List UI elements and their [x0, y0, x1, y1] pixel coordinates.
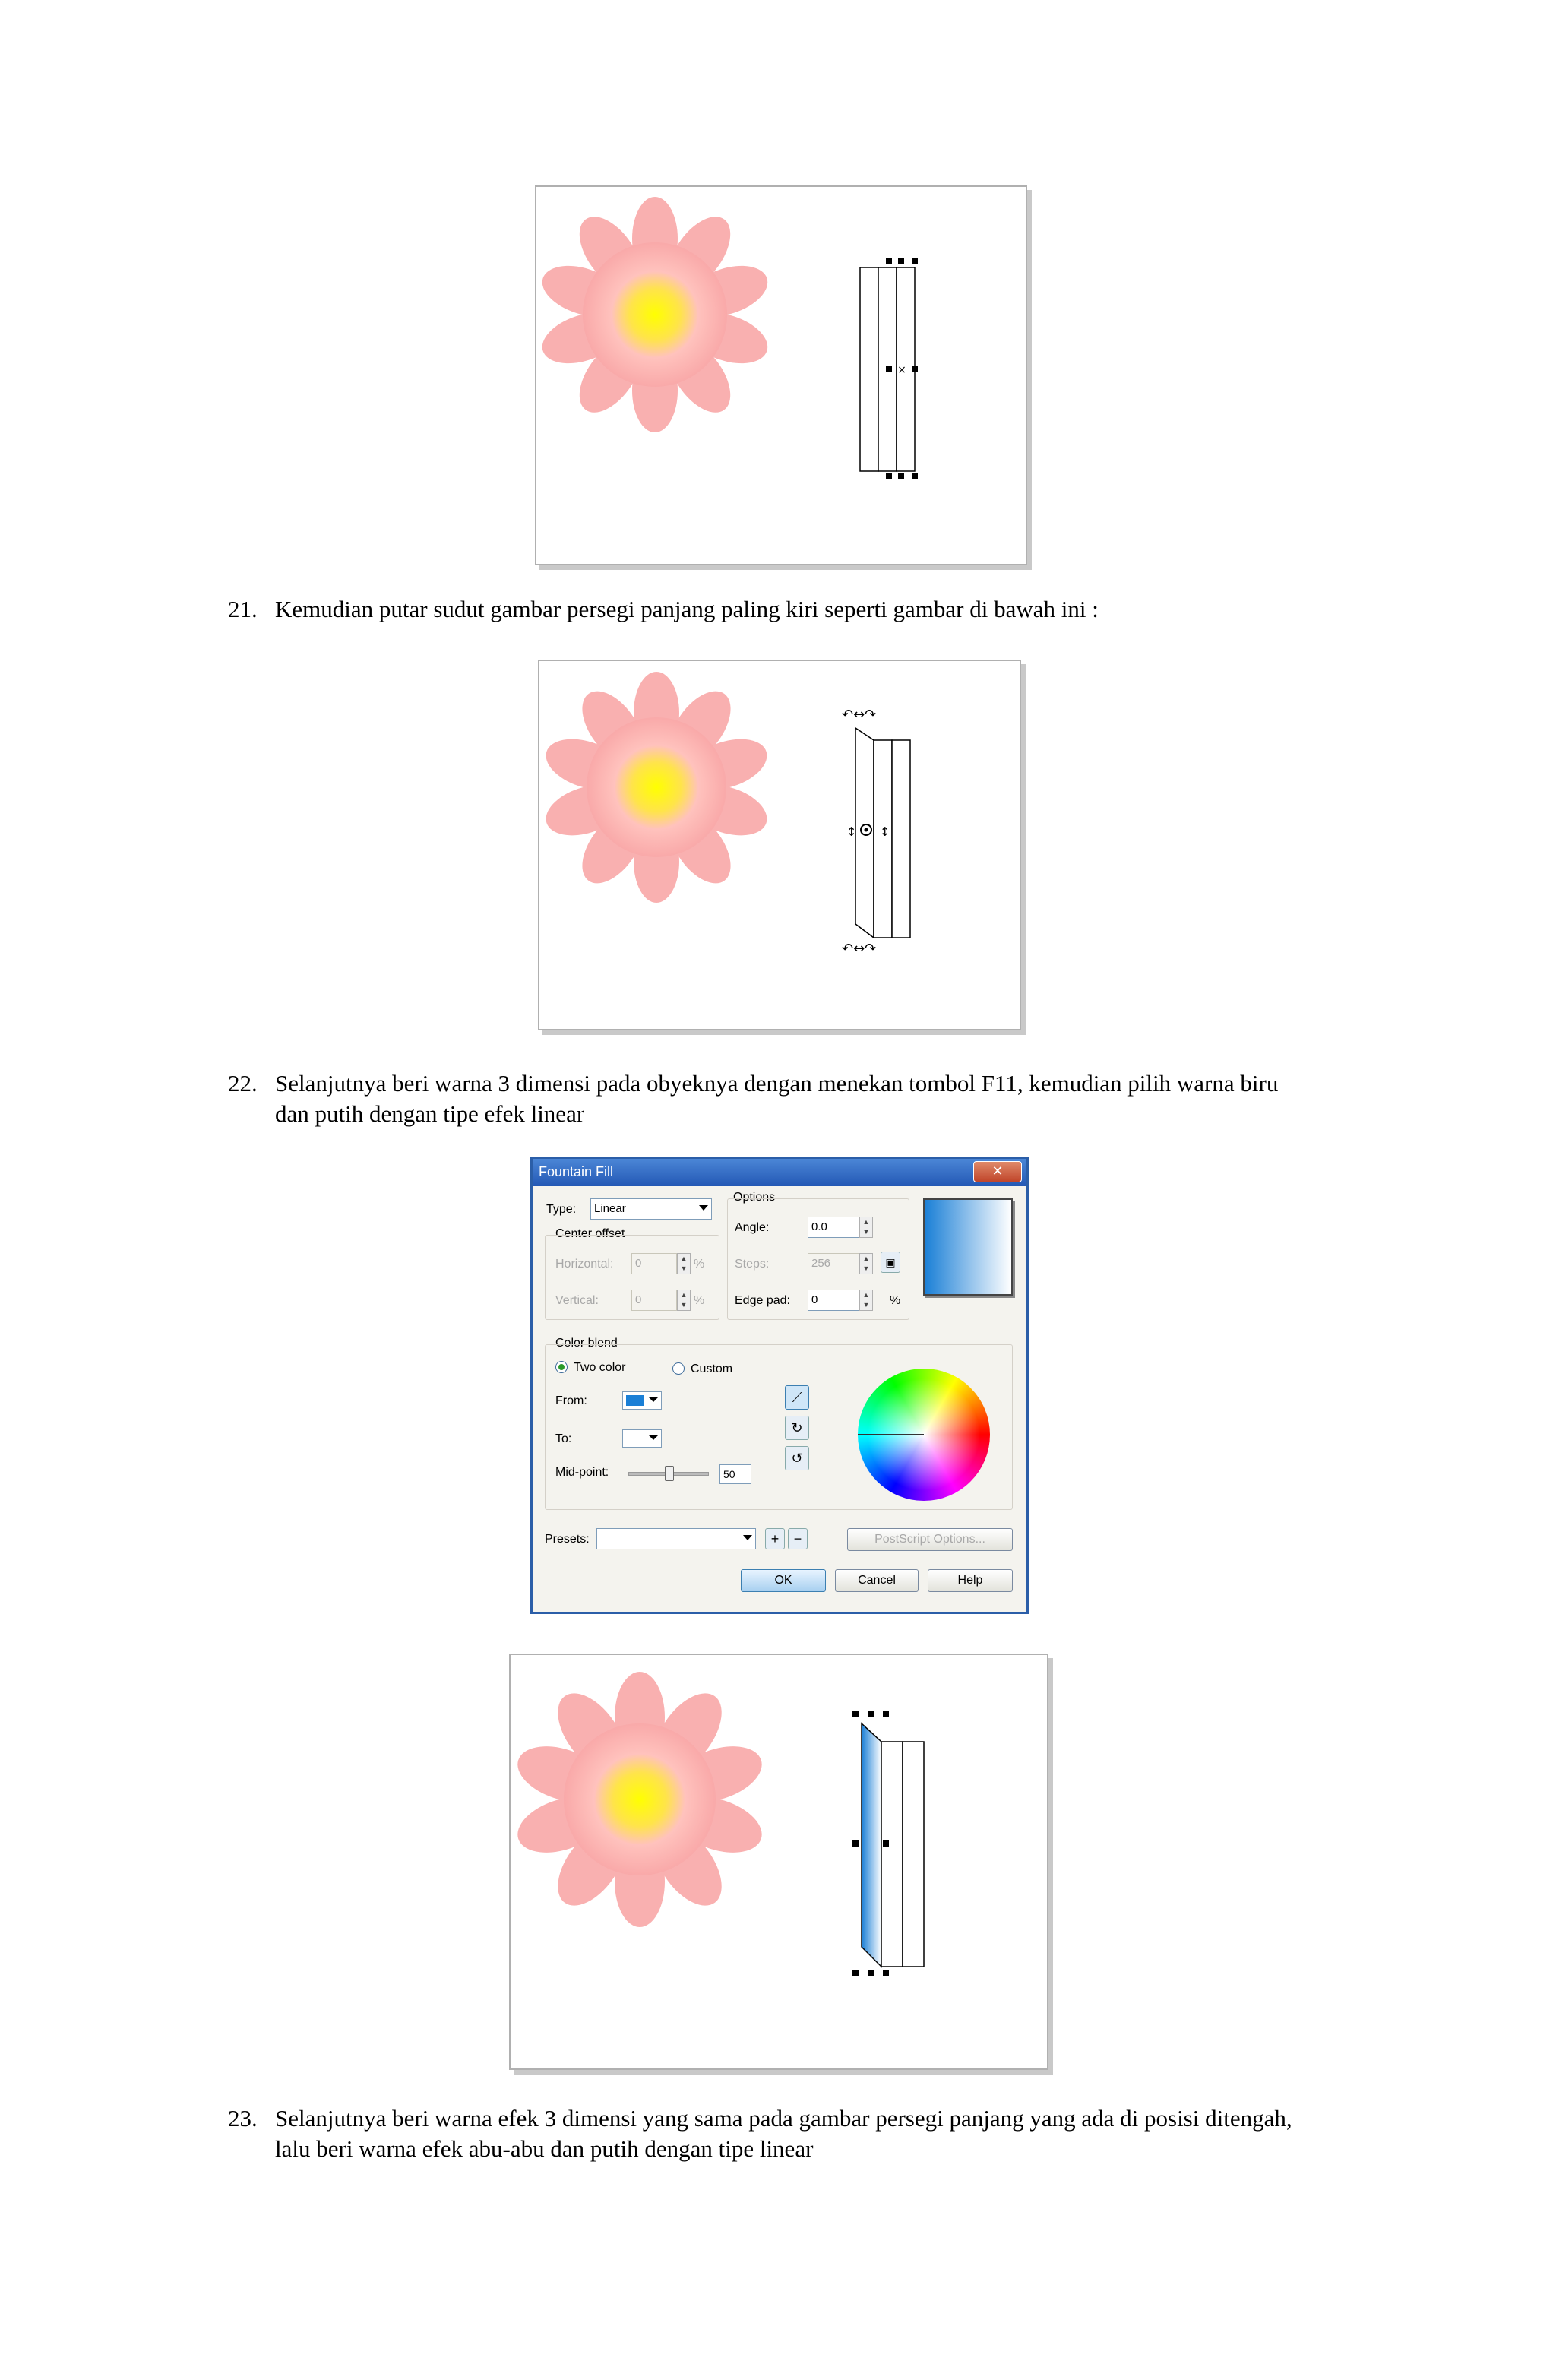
- custom-label: Custom: [691, 1362, 733, 1375]
- color-blend-label: Color blend: [555, 1337, 618, 1350]
- type-label: Type:: [546, 1203, 577, 1216]
- edge-pad-input[interactable]: 0: [808, 1290, 859, 1311]
- step-21: [228, 594, 1444, 625]
- vertical-input[interactable]: 0: [631, 1290, 677, 1311]
- color-wheel[interactable]: [858, 1369, 990, 1501]
- center-marker: ×: [897, 364, 906, 376]
- chevron-down-icon: [743, 1535, 752, 1540]
- options-label: Options: [733, 1191, 776, 1204]
- vertical-label: Vertical:: [555, 1294, 599, 1307]
- center-offset-label: Center offset: [555, 1227, 625, 1240]
- flower-and-rectangles-drawing: [536, 187, 1026, 564]
- illustration-screenshot-2: [538, 660, 1021, 1030]
- step-23: [228, 2103, 1474, 2164]
- dialog-body: [533, 1186, 1026, 1612]
- chevron-down-icon: [699, 1205, 708, 1211]
- clockwise-blend-icon[interactable]: ↻: [785, 1416, 809, 1440]
- cancel-button[interactable]: Cancel: [835, 1569, 919, 1592]
- horizontal-label: Horizontal:: [555, 1258, 614, 1271]
- steps-label: Steps:: [735, 1258, 770, 1271]
- edge-pad-spinner[interactable]: ▲ ▼: [859, 1290, 873, 1311]
- step-number: 21.: [228, 596, 258, 622]
- flower-shape: [539, 672, 773, 903]
- ok-button[interactable]: OK: [741, 1569, 826, 1592]
- svg-text:↕: ↕: [846, 824, 857, 839]
- step-text-line-1: Selanjutnya beri warna efek 3 dimensi yang sama pada gambar persegi panjang yang ada di posisi ditengah,: [275, 2105, 1292, 2132]
- fountain-fill-dialog: [530, 1157, 1029, 1614]
- lock-icon[interactable]: ▣: [881, 1252, 900, 1273]
- type-dropdown[interactable]: [590, 1198, 712, 1220]
- presets-dropdown[interactable]: [596, 1528, 756, 1549]
- steps-input[interactable]: 256: [808, 1253, 859, 1274]
- direct-blend-icon[interactable]: ⟋: [785, 1385, 809, 1410]
- midpoint-input[interactable]: 50: [719, 1464, 751, 1484]
- dialog-titlebar: [533, 1159, 1026, 1186]
- horizontal-input[interactable]: 0: [631, 1253, 677, 1274]
- flower-shape: [511, 1672, 769, 1927]
- to-color-swatch: [626, 1433, 644, 1444]
- flower-and-rotated-rectangle-drawing: [539, 661, 1020, 1029]
- flower-shape: [536, 197, 774, 432]
- step-text-line-1: Selanjutnya beri warna 3 dimensi pada obyeknya dengan menekan tombol F11, kemudian pilih warna biru: [275, 1070, 1279, 1097]
- postscript-options-button[interactable]: PostScript Options...: [847, 1528, 1013, 1551]
- to-color-picker[interactable]: [622, 1429, 662, 1448]
- chevron-down-icon: [649, 1435, 658, 1440]
- type-value: Linear: [594, 1202, 626, 1215]
- step-number: 22.: [228, 1070, 258, 1097]
- custom-radio[interactable]: [672, 1362, 685, 1375]
- svg-text:↕: ↕: [880, 824, 890, 839]
- svg-text:↶↔↷: ↶↔↷: [842, 941, 877, 957]
- horizontal-percent: %: [694, 1258, 705, 1271]
- angle-label: Angle:: [735, 1221, 770, 1234]
- step-number: 23.: [228, 2105, 258, 2132]
- rectangles: [862, 1723, 924, 1967]
- edge-pad-label: Edge pad:: [735, 1294, 790, 1307]
- from-color-swatch: [626, 1395, 644, 1406]
- illustration-screenshot-1: [535, 185, 1027, 565]
- steps-spinner[interactable]: ▲ ▼: [859, 1253, 873, 1274]
- horizontal-spinner[interactable]: ▲ ▼: [677, 1253, 691, 1274]
- add-preset-icon[interactable]: +: [765, 1528, 785, 1549]
- midpoint-slider[interactable]: [628, 1466, 707, 1484]
- step-22: [228, 1068, 1444, 1129]
- svg-text:↶↔↷: ↶↔↷: [842, 707, 877, 723]
- flower-and-blue-gradient-rectangle-drawing: [511, 1655, 1047, 2068]
- to-label: To:: [555, 1432, 572, 1445]
- illustration-screenshot-3: [509, 1654, 1048, 2070]
- from-label: From:: [555, 1394, 587, 1407]
- step-text-line-2: dan putih dengan tipe efek linear: [275, 1100, 585, 1127]
- slider-thumb[interactable]: [665, 1466, 674, 1481]
- color-wheel-indicator: [858, 1434, 924, 1435]
- dialog-title: Fountain Fill: [539, 1164, 614, 1179]
- vertical-spinner[interactable]: ▲ ▼: [677, 1290, 691, 1311]
- presets-label: Presets:: [545, 1533, 590, 1546]
- close-button[interactable]: ✕: [973, 1161, 1022, 1182]
- help-button[interactable]: Help: [928, 1569, 1013, 1592]
- remove-preset-icon[interactable]: −: [788, 1528, 808, 1549]
- edge-pad-percent: %: [890, 1294, 901, 1307]
- vertical-percent: %: [694, 1294, 705, 1307]
- angle-input[interactable]: 0.0: [808, 1217, 859, 1238]
- from-color-picker[interactable]: [622, 1391, 662, 1410]
- step-text: Kemudian putar sudut gambar persegi panjang paling kiri seperti gambar di bawah ini :: [275, 596, 1099, 622]
- two-color-label: Two color: [574, 1361, 626, 1374]
- angle-spinner[interactable]: ▲ ▼: [859, 1217, 873, 1238]
- step-text-line-2: lalu beri warna efek abu-abu dan putih dengan tipe linear: [275, 2135, 814, 2162]
- chevron-down-icon: [649, 1397, 658, 1402]
- two-color-radio[interactable]: [555, 1361, 568, 1373]
- gradient-preview: [923, 1198, 1013, 1296]
- midpoint-label: Mid-point:: [555, 1466, 609, 1479]
- counterclockwise-blend-icon[interactable]: ↺: [785, 1446, 809, 1470]
